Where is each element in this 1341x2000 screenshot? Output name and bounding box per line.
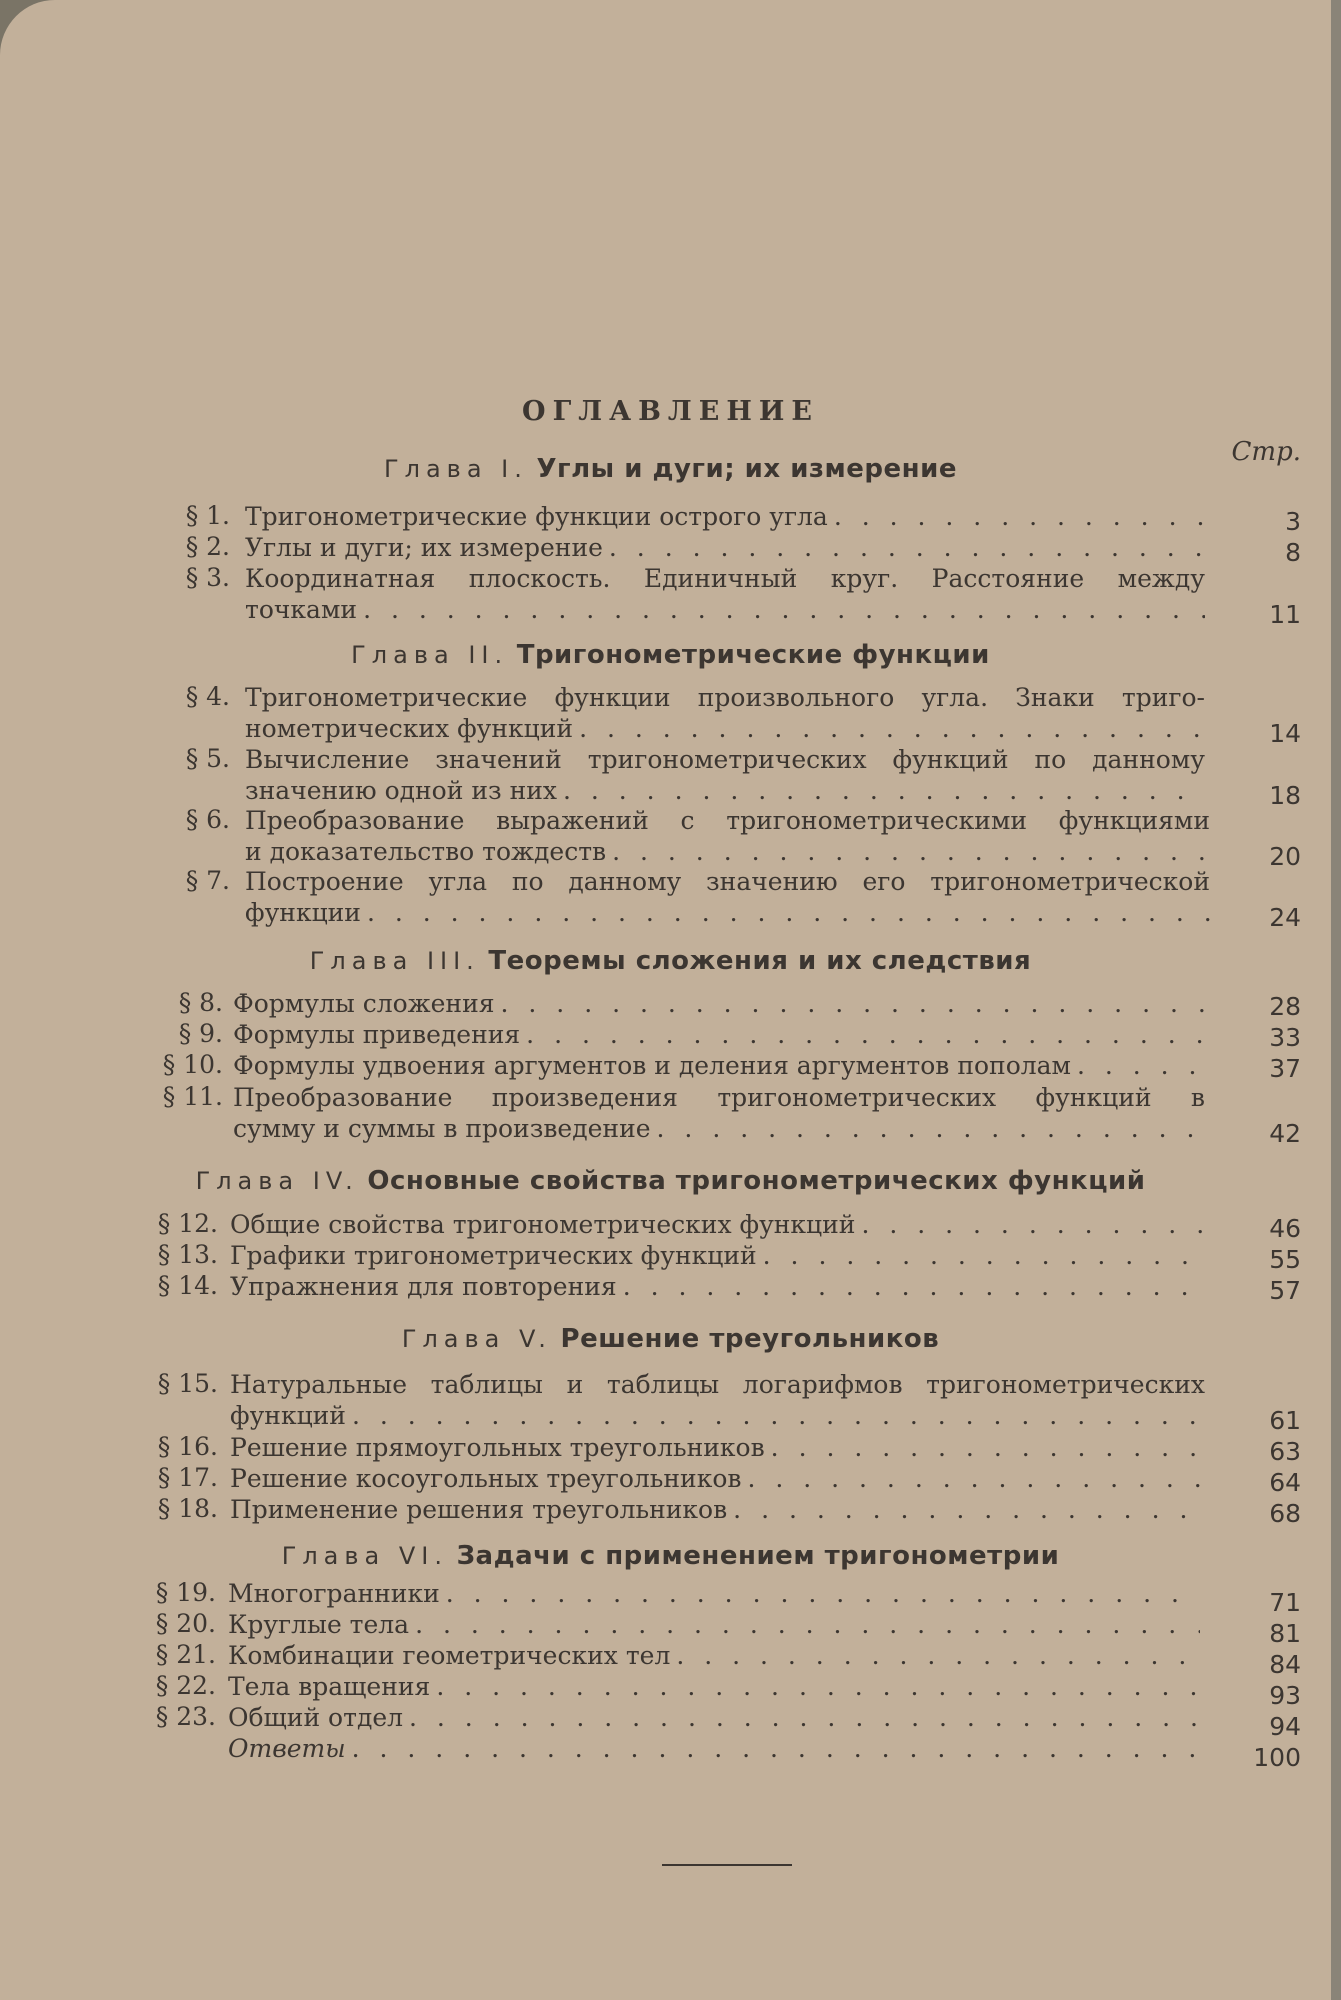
chapter-heading — [0, 1320, 1341, 1358]
section-number: § 1. — [185, 501, 230, 530]
page-number: 24 — [1269, 903, 1301, 932]
dot-leader — [609, 532, 1205, 563]
section-title: Формулы сложения — [233, 989, 495, 1018]
section-number: § 18. — [157, 1494, 218, 1523]
section-title: сумму и суммы в произведение — [233, 1114, 651, 1143]
section-number: § 2. — [185, 532, 230, 561]
dot-leader — [367, 897, 1210, 928]
chapter-name: Углы и дуги; их измерение — [536, 454, 957, 484]
dot-leader — [409, 1702, 1200, 1733]
section-number: § 21. — [155, 1640, 216, 1669]
section-number: § 22. — [155, 1671, 216, 1700]
section-number: § 17. — [157, 1463, 218, 1492]
page-number: 81 — [1269, 1619, 1301, 1648]
section-number: § 15. — [157, 1369, 218, 1398]
dot-leader — [623, 1271, 1205, 1302]
chapter-prefix: Глава V. — [401, 1325, 552, 1353]
dot-leader — [1077, 1050, 1205, 1081]
chapter-heading — [0, 1162, 1341, 1200]
section-title: нометрических функций — [245, 714, 574, 743]
page-number: 18 — [1269, 781, 1301, 810]
page-number: 28 — [1269, 992, 1301, 1021]
dot-leader — [861, 1209, 1205, 1240]
chapter-prefix: Глава III. — [309, 947, 480, 975]
chapter-prefix: Глава VI. — [281, 1542, 448, 1570]
dot-leader — [579, 713, 1205, 744]
section-title: значению одной из них — [245, 776, 557, 805]
section-title: функции — [245, 898, 361, 927]
page-number: 8 — [1285, 538, 1301, 567]
section-title-line1: Вычисление значений тригонометрических функций по данному — [245, 745, 1205, 774]
chapter-heading — [0, 1537, 1341, 1575]
dot-leader — [501, 988, 1205, 1019]
section-number: § 5. — [185, 744, 230, 773]
dot-leader — [446, 1578, 1200, 1609]
dot-leader — [563, 775, 1205, 806]
section-title: Комбинации геометрических тел — [228, 1641, 671, 1670]
chapter-name: Основные свойства тригонометрических функций — [367, 1166, 1146, 1196]
chapter-name: Решение треугольников — [560, 1324, 940, 1354]
chapter-name: Теоремы сложения и их следствия — [488, 946, 1032, 976]
section-number: § 6. — [185, 805, 230, 834]
section-title: Круглые тела — [228, 1610, 410, 1639]
page-number: 33 — [1269, 1023, 1301, 1052]
section-title: точками — [245, 595, 358, 624]
section-title: Общие свойства тригонометрических функций — [230, 1210, 856, 1239]
dot-leader — [763, 1240, 1205, 1271]
dot-leader — [436, 1671, 1200, 1702]
chapter-prefix: Глава II. — [351, 641, 509, 669]
chapter-name: Задачи с применением тригонометрии — [456, 1541, 1060, 1571]
section-title: Решение прямоугольных треугольников — [230, 1433, 765, 1462]
section-title-line1: Координатная плоскость. Единичный круг. Расстояние между — [245, 564, 1205, 593]
page-number: 84 — [1269, 1650, 1301, 1679]
section-number: § 19. — [155, 1578, 216, 1607]
dot-leader — [352, 1400, 1205, 1431]
section-title-line1: Тригонометрические функции произвольного угла. Знаки триго- — [245, 683, 1205, 712]
section-title: Многогранники — [228, 1579, 440, 1608]
section-number: § 7. — [185, 866, 230, 895]
section-title: Тела вращения — [228, 1672, 431, 1701]
section-number: § 14. — [157, 1271, 218, 1300]
dot-leader — [771, 1432, 1205, 1463]
page-number: 3 — [1285, 507, 1301, 536]
dot-leader — [363, 594, 1205, 625]
dot-leader — [657, 1113, 1205, 1144]
page-number: 61 — [1269, 1406, 1301, 1435]
dot-leader — [676, 1640, 1200, 1671]
page-number: 64 — [1269, 1468, 1301, 1497]
dot-leader — [612, 836, 1210, 867]
section-title: Тригонометрические функции острого угла — [245, 502, 828, 531]
section-title: и доказательство тождеств — [245, 837, 607, 866]
page-number: 46 — [1269, 1214, 1301, 1243]
page-number: 20 — [1269, 842, 1301, 871]
dot-leader — [747, 1463, 1205, 1494]
section-title-line1: Построение угла по данному значению его тригонометрической — [245, 867, 1210, 896]
section-number: § 8. — [178, 988, 223, 1017]
dot-leader — [834, 501, 1205, 532]
section-title-line1: Преобразование произведения тригонометрических функций в — [233, 1083, 1205, 1112]
page-number: 37 — [1269, 1054, 1301, 1083]
section-number: § 13. — [157, 1240, 218, 1269]
page-number: 14 — [1269, 719, 1301, 748]
section-title: Углы и дуги; их измерение — [245, 533, 603, 562]
chapter-heading — [0, 450, 1341, 488]
page-number: 100 — [1253, 1743, 1301, 1772]
chapter-heading — [0, 636, 1341, 674]
section-number: § 4. — [185, 682, 230, 711]
toc-title: ОГЛАВЛЕНИЕ — [522, 396, 819, 427]
page-column-label: Стр. — [1231, 437, 1301, 467]
section-number: § 16. — [157, 1432, 218, 1461]
dot-leader — [526, 1019, 1205, 1050]
section-title: Формулы приведения — [233, 1020, 521, 1049]
section-title-line1: Натуральные таблицы и таблицы логарифмов тригонометрических — [230, 1370, 1205, 1399]
section-title: Формулы удвоения аргументов и деления аргументов пополам — [233, 1051, 1071, 1080]
section-number: § 23. — [155, 1702, 216, 1731]
chapter-prefix: Глава IV. — [195, 1167, 359, 1195]
dot-leader — [733, 1494, 1205, 1525]
page-number: 94 — [1269, 1712, 1301, 1741]
page-edge — [1331, 0, 1341, 2000]
section-title: Решение косоугольных треугольников — [230, 1464, 742, 1493]
section-title: Графики тригонометрических функций — [230, 1241, 757, 1270]
page-number: 42 — [1269, 1119, 1301, 1148]
section-number: § 10. — [162, 1050, 223, 1079]
page-number: 55 — [1269, 1245, 1301, 1274]
dot-leader — [415, 1609, 1200, 1640]
section-title: функций — [230, 1401, 346, 1430]
page-number: 68 — [1269, 1499, 1301, 1528]
page-number: 63 — [1269, 1437, 1301, 1466]
section-number: § 12. — [157, 1209, 218, 1238]
section-number: § 3. — [185, 563, 230, 592]
page-number: 71 — [1269, 1588, 1301, 1617]
section-title: Применение решения треугольников — [230, 1495, 728, 1524]
chapter-heading — [0, 942, 1341, 980]
page-number: 93 — [1269, 1681, 1301, 1710]
answers-label: Ответы — [228, 1734, 346, 1763]
section-title-line1: Преобразование выражений с тригонометрическими функциями — [245, 806, 1210, 835]
chapter-name: Тригонометрические функции — [516, 640, 990, 670]
section-number: § 11. — [162, 1082, 223, 1111]
dot-leader — [352, 1733, 1200, 1764]
section-title: Упражнения для повторения — [230, 1272, 617, 1301]
section-title: Общий отдел — [228, 1703, 404, 1732]
closing-rule — [662, 1864, 792, 1866]
section-number: § 20. — [155, 1609, 216, 1638]
page-number: 11 — [1269, 600, 1301, 629]
section-number: § 9. — [178, 1019, 223, 1048]
chapter-prefix: Глава I. — [384, 455, 528, 483]
page-number: 57 — [1269, 1276, 1301, 1305]
